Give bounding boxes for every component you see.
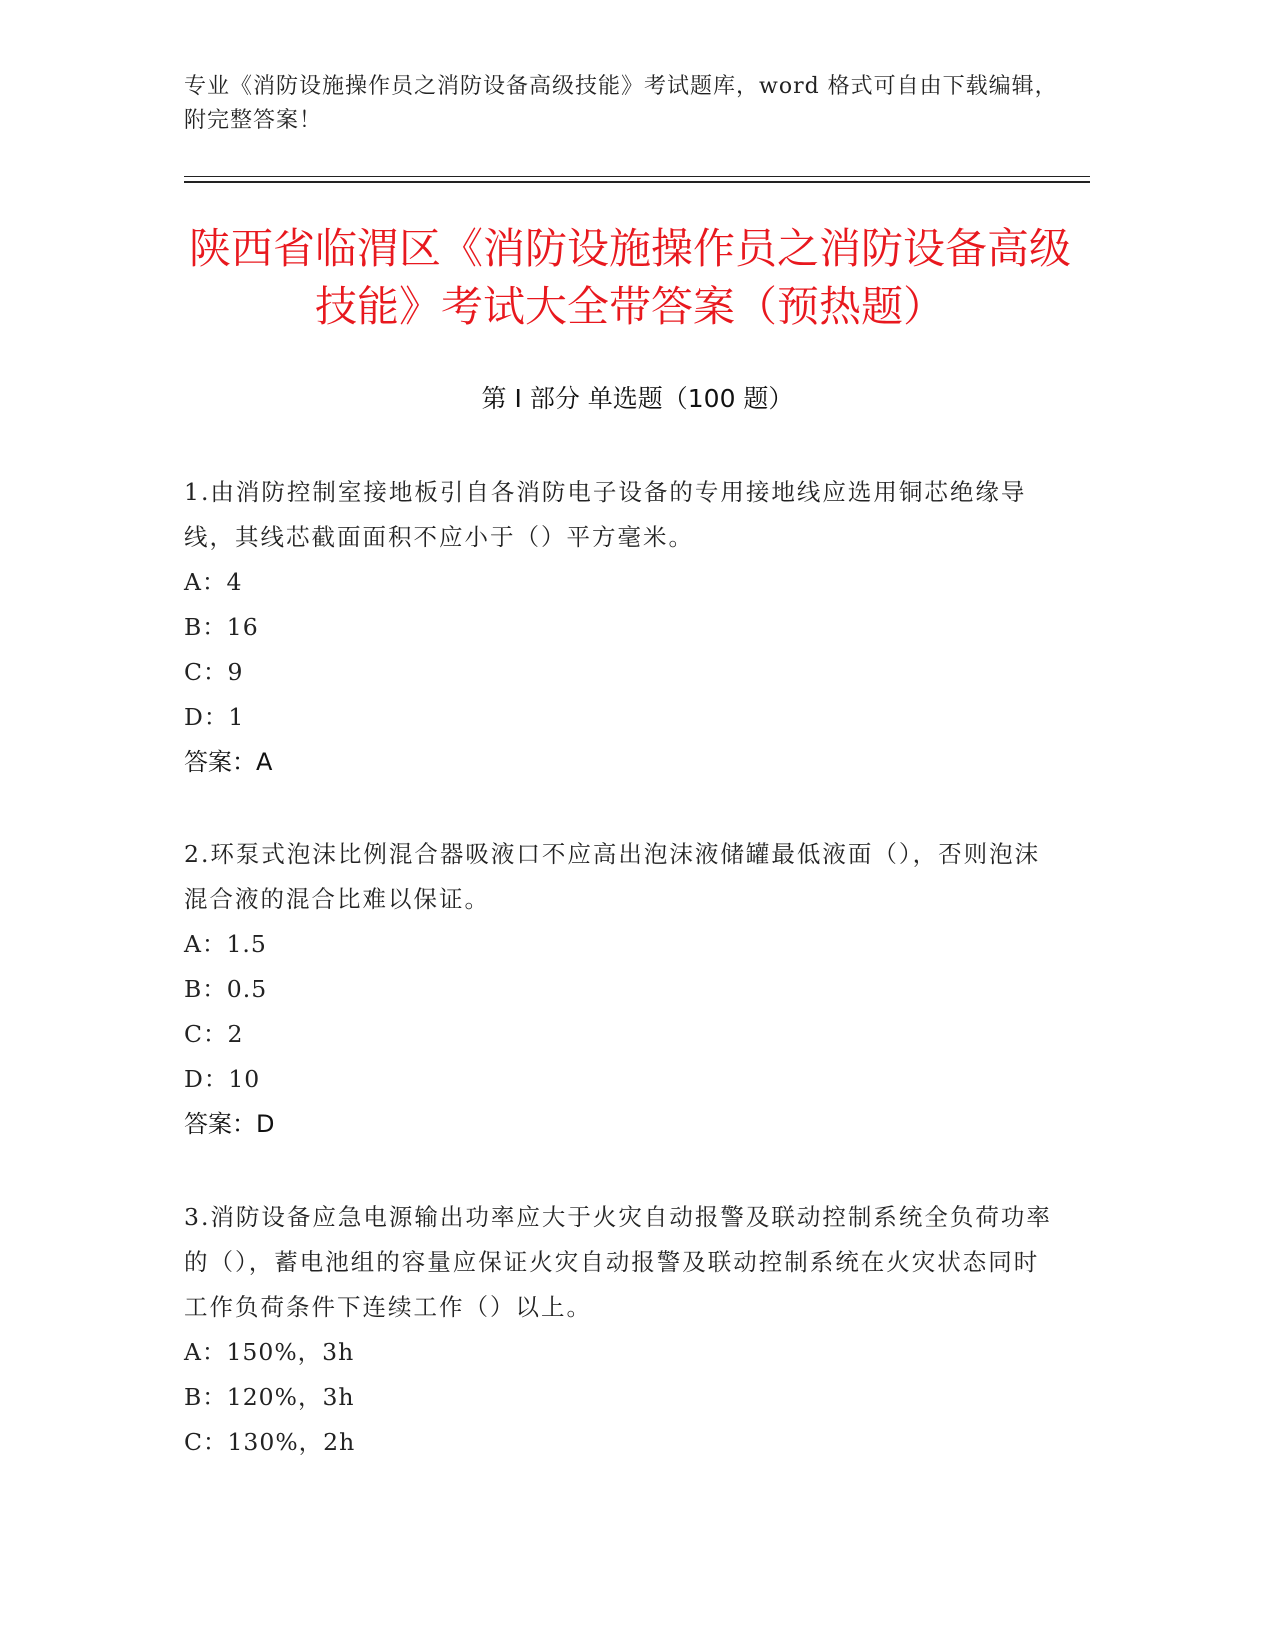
header-divider-top (184, 176, 1090, 177)
question-stem: 2.环泵式泡沫比例混合器吸液口不应高出泡沫液储罐最低液面（），否则泡沫混合液的混合比难以保证。 (184, 840, 1041, 913)
question-2 (184, 832, 1064, 1147)
option-c: C：2 (184, 1020, 244, 1048)
option-c: C：130%，2h (184, 1428, 356, 1456)
header-divider-bottom (184, 181, 1090, 183)
option-d: D：1 (184, 703, 245, 731)
option-b: B：0.5 (184, 975, 268, 1003)
question-3 (184, 1195, 1064, 1465)
question-stem: 3.消防设备应急电源输出功率应大于火灾自动报警及联动控制系统全负荷功率的（），蓄电池组的容量应保证火灾自动报警及联动控制系统在火灾状态同时工作负荷条件下连续工作（）以上。 (184, 1203, 1052, 1321)
option-d: D：10 (184, 1065, 261, 1093)
answer-line: 答案：A (184, 748, 273, 776)
section-heading: 第 I 部分 单选题（100 题） (481, 384, 794, 413)
answer-line: 答案：D (184, 1110, 275, 1138)
option-a: A：1.5 (184, 930, 267, 958)
header-note: 专业《消防设施操作员之消防设备高级技能》考试题库，word 格式可自由下载编辑，附完整答案！ (184, 74, 1058, 133)
option-b: B：120%，3h (184, 1383, 355, 1411)
option-a: A：4 (184, 568, 243, 596)
option-b: B：16 (184, 613, 259, 641)
question-1 (184, 470, 1064, 785)
option-a: A：150%，3h (184, 1338, 355, 1366)
document-title: 陕西省临渭区《消防设施操作员之消防设备高级技能》考试大全带答案（预热题） (188, 224, 1071, 331)
option-c: C：9 (184, 658, 244, 686)
question-stem: 1.由消防控制室接地板引自各消防电子设备的专用接地线应选用铜芯绝缘导线，其线芯截面面积不应小于（）平方毫米。 (184, 478, 1027, 551)
